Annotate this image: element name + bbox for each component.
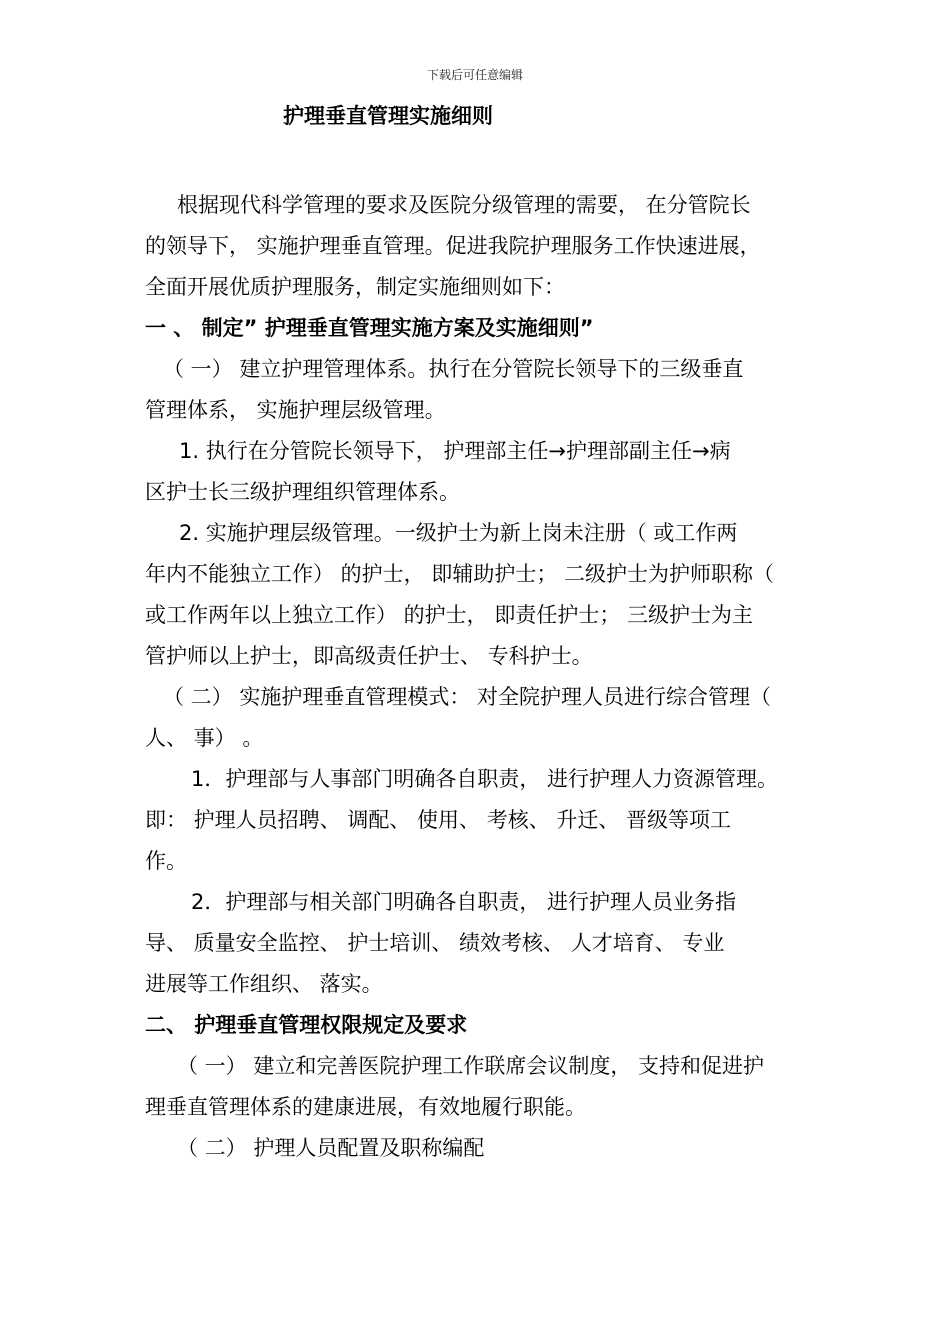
text-line: 管理体系， 实施护理层级管理。 — [145, 398, 446, 422]
text-line: 即： 护理人员招聘、 调配、 使用、 考核、 升迁、 晋级等项工 — [145, 808, 732, 832]
text-line: 全面开展优质护理服务，制定实施细则如下： — [145, 275, 565, 299]
text-line: 作。 — [145, 849, 187, 873]
header-note: 下载后可任意编辑 — [426, 68, 523, 82]
text-line: （ 一） 建立和完善医院护理工作联席会议制度， 支持和促进护 — [177, 1054, 765, 1078]
text-line: 2. 实施护理层级管理。一级护士为新上岗未注册（ 或工作两 — [179, 521, 738, 545]
text-line: 区护士长三级护理组织管理体系。 — [145, 480, 460, 504]
text-line: （ 二） 实施护理垂直管理模式： 对全院护理人员进行综合管理（ — [163, 685, 772, 709]
text-line: 根据现代科学管理的要求及医院分级管理的需要， 在分管院长 — [177, 193, 751, 217]
text-line: 2．护理部与相关部门明确各自职责， 进行护理人员业务指 — [191, 890, 737, 914]
section-heading: 二、 护理垂直管理权限规定及要求 — [145, 1013, 468, 1037]
document-body — [145, 185, 815, 1169]
text-line: 进展等工作组织、 落实。 — [145, 972, 383, 996]
text-line: （ 一） 建立护理管理体系。执行在分管院长领导下的三级垂直 — [163, 357, 744, 381]
document-title: 护理垂直管理实施细则 — [283, 104, 493, 128]
section-heading: 一 、 制定” 护理垂直管理实施方案及实施细则” — [145, 316, 594, 340]
text-line: 或工作两年以上独立工作） 的护士， 即责任护士； 三级护士为主 — [145, 603, 754, 627]
text-line: （ 二） 护理人员配置及职称编配 — [177, 1136, 485, 1160]
text-line: 人、 事） 。 — [145, 726, 264, 750]
text-line: 1．护理部与人事部门明确各自职责， 进行护理人力资源管理。 — [191, 767, 779, 791]
text-line: 理垂直管理体系的建康进展，有效地履行职能。 — [145, 1095, 586, 1119]
text-line: 年内不能独立工作） 的护士， 即辅助护士； 二级护士为护师职称（ — [145, 562, 775, 586]
text-line: 导、 质量安全监控、 护士培训、 绩效考核、 人才培育、 专业 — [145, 931, 725, 955]
text-line: 管护师以上护士，即高级责任护士、 专科护士。 — [145, 644, 593, 668]
text-line: 1. 执行在分管院长领导下， 护理部主任→护理部副主任→病 — [179, 439, 731, 463]
text-line: 的领导下， 实施护理垂直管理。促进我院护理服务工作快速进展， — [145, 234, 761, 258]
